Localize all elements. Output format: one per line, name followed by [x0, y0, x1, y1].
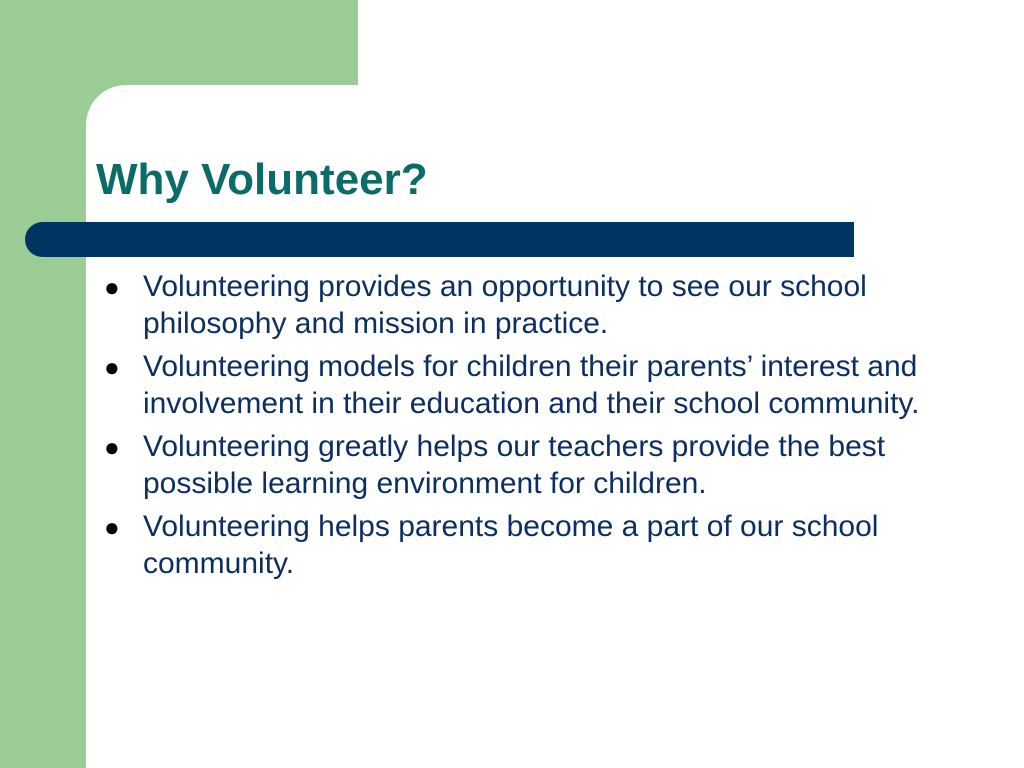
bullet-dot-icon: ●: [104, 272, 120, 302]
bullet-text: Volunteering provides an opportunity to see our school philosophy and mission in practice.: [143, 270, 867, 340]
bullet-text: Volunteering greatly helps our teachers provide the best possible learning environment for children.: [143, 430, 886, 500]
bullet-item: [104, 429, 944, 502]
bullet-item: [104, 269, 944, 342]
bullet-dot-icon: ●: [104, 512, 120, 542]
bullet-dot-icon: ●: [104, 352, 120, 382]
bullet-item: [104, 349, 944, 422]
bullet-text: Volunteering models for children their parents’ interest and involvement in their education and their school community.: [143, 350, 920, 420]
slide-title: Why Volunteer?: [96, 155, 428, 204]
title-underline-bar: [25, 222, 854, 257]
bullet-item: [104, 509, 944, 582]
bullet-text: Volunteering helps parents become a part of our school community.: [143, 510, 879, 580]
bullet-dot-icon: ●: [104, 432, 120, 462]
bullet-list: [104, 269, 944, 589]
